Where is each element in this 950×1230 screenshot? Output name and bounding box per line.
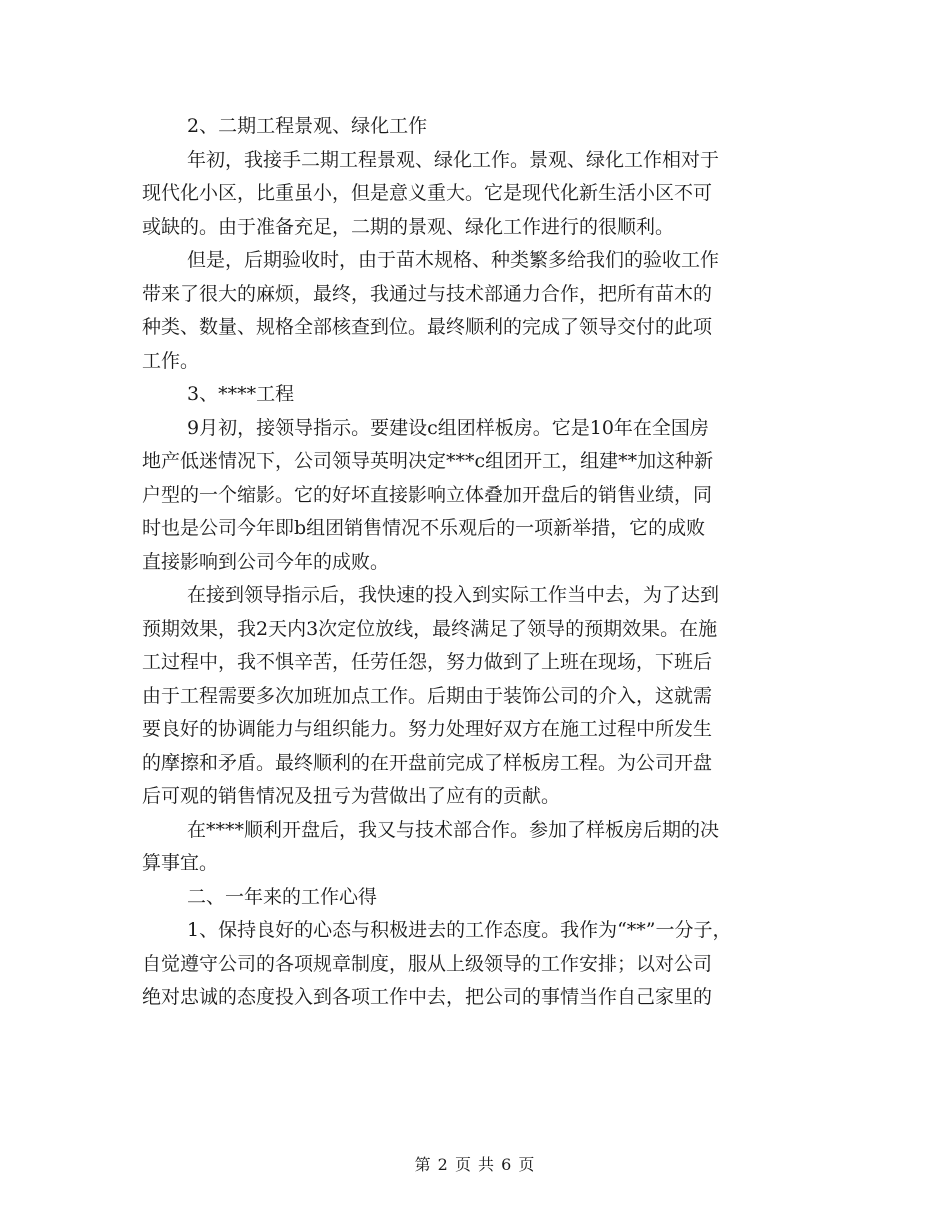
text-line: 工作。 — [142, 349, 200, 372]
text-line: 2、二期工程景观、绿化工作 — [187, 115, 428, 137]
text-line: 工过程中，我不惧辛苦，任劳任怨，努力做到了上班在现场，下班后 — [142, 651, 713, 673]
text-line: 年初，我接手二期工程景观、绿化工作。景观、绿化工作相对于 — [187, 148, 720, 171]
text-line: 种类、数量、规格全部核查到位。最终顺利的完成了领导交付的此项 — [142, 316, 713, 338]
text-line: 二、一年来的工作心得 — [187, 885, 378, 908]
text-line: 或缺的。由于准备充足，二期的景观、绿化工作进行的很顺利。 — [142, 215, 675, 238]
text-line: 后可观的销售情况及扭亏为营做出了应有的贡献。 — [142, 785, 561, 807]
text-line: 带来了很大的麻烦，最终，我通过与技术部通力合作，把所有苗木的 — [142, 282, 713, 305]
text-line: 算事宜。 — [142, 852, 219, 874]
document-body — [142, 110, 812, 1015]
page-footer: 第 2 页 共 6 页 — [414, 1155, 536, 1174]
text-line: 3、****工程 — [187, 383, 295, 405]
text-line: 绝对忠诚的态度投入到各项工作中去，把公司的事情当作自己家里的 — [142, 986, 713, 1008]
text-line: 但是，后期验收时，由于苗木规格、种类繁多给我们的验收工作 — [187, 249, 720, 271]
text-line: 在接到领导指示后，我快速的投入到实际工作当中去，为了达到 — [187, 584, 720, 606]
text-line: 地产低迷情况下，公司领导英明决定***c组团开工，组建**加这种新 — [142, 450, 714, 472]
text-line: 户型的一个缩影。它的好坏直接影响立体叠加开盘后的销售业绩，同 — [142, 483, 713, 506]
text-line: 要良好的协调能力与组织能力。努力处理好双方在施工过程中所发生 — [142, 718, 713, 740]
text-line: 直接影响到公司今年的成败。 — [142, 550, 390, 573]
text-line: 9月初，接领导指示。要建设c组团样板房。它是10年在全国房 — [187, 416, 709, 439]
text-line: 时也是公司今年即b组团销售情况不乐观后的一项新举措，它的成败 — [142, 517, 706, 539]
text-line: 由于工程需要多次加班加点工作。后期由于装饰公司的介入，这就需 — [142, 684, 713, 707]
text-line: 的摩擦和矛盾。最终顺利的在开盘前完成了样板房工程。为公司开盘 — [142, 751, 713, 774]
text-line: 预期效果，我2天内3次定位放线，最终满足了领导的预期效果。在施 — [142, 617, 718, 640]
text-line: 在****顺利开盘后，我又与技术部合作。参加了样板房后期的决 — [187, 818, 720, 841]
text-line: 自觉遵守公司的各项规章制度，服从上级领导的工作安排；以对公司 — [142, 952, 713, 975]
text-line: 现代化小区，比重虽小，但是意义重大。它是现代化新生活小区不可 — [142, 182, 713, 204]
text-line: 1、保持良好的心态与积极进去的工作态度。我作为“**”一分子， — [187, 919, 732, 941]
